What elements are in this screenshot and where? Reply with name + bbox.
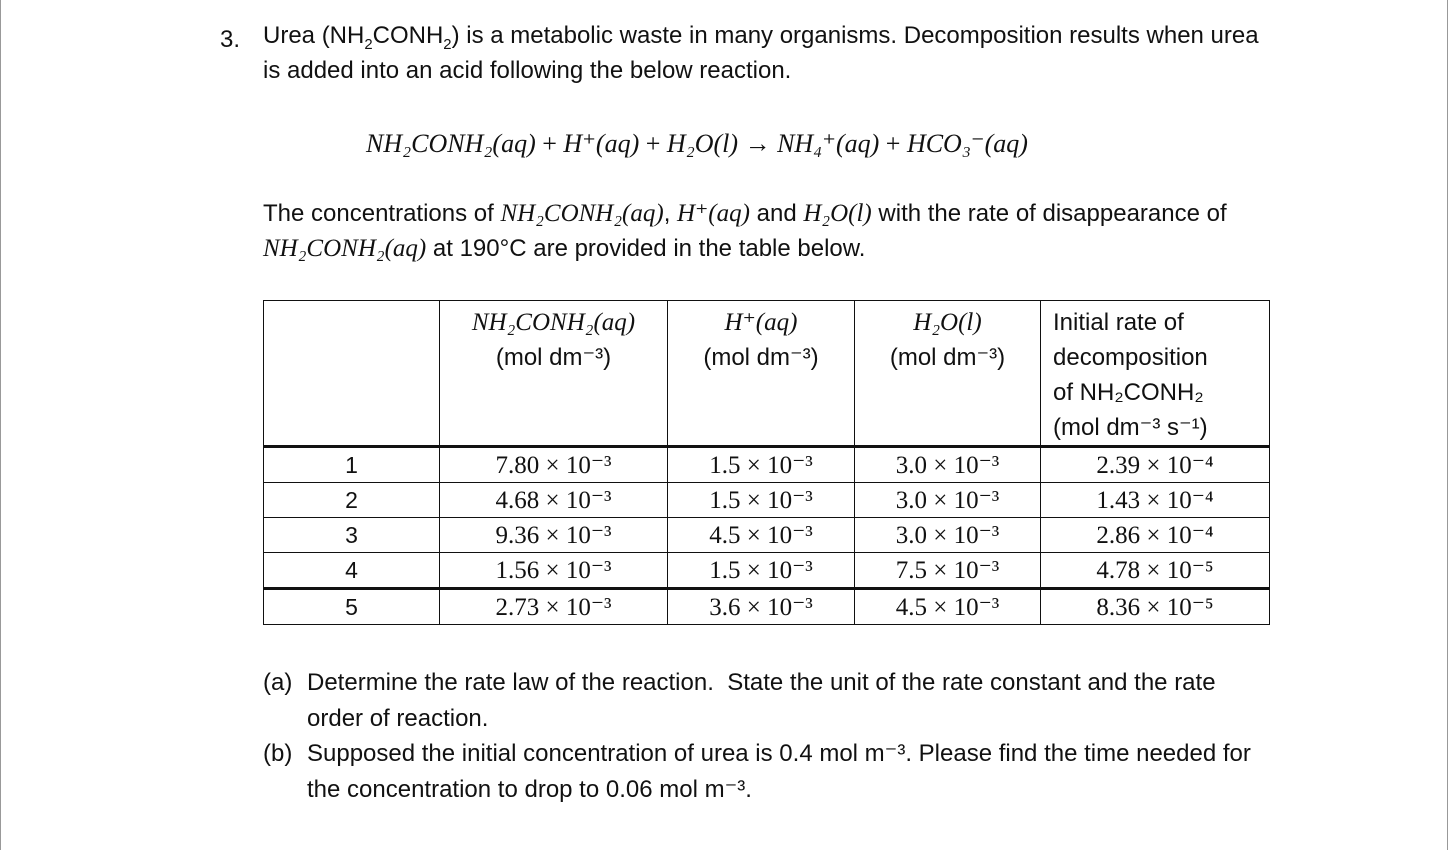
cell-experiment: 2 <box>264 483 440 518</box>
table-row <box>264 589 1270 625</box>
equation-urea: NH₂CONH₂(aq) <box>366 129 536 158</box>
equation-proton: H⁺(aq) <box>563 129 640 158</box>
equation-ammonium: NH₄⁺(aq) <box>777 129 880 158</box>
question-number: 3. <box>220 26 241 53</box>
cell-proton-conc: 1.5 × 10⁻³ <box>668 553 855 589</box>
sub-question-a-text: Determine the rate law of the reaction. State the unit of the rate constant and the rate order of reaction. <box>307 669 1223 732</box>
page-edge-left <box>0 0 1 850</box>
equation-water: H₂O(l) <box>666 129 739 158</box>
cell-proton-conc: 1.5 × 10⁻³ <box>668 447 855 483</box>
header-proton <box>668 301 855 447</box>
question-text-part1: Urea (NH <box>263 22 365 49</box>
cell-urea-conc: 7.80 × 10⁻³ <box>440 447 668 483</box>
header-proton-unit: (mol dm⁻³) <box>703 344 819 371</box>
cell-urea-conc: 9.36 × 10⁻³ <box>440 518 668 553</box>
cell-urea-conc: 1.56 × 10⁻³ <box>440 553 668 589</box>
sub-questions <box>263 665 1263 807</box>
question-text-sub1: 2 <box>364 36 373 53</box>
intro-part1: The concentrations of <box>263 200 501 227</box>
cell-proton-conc: 1.5 × 10⁻³ <box>668 483 855 518</box>
cell-urea-conc: 2.73 × 10⁻³ <box>440 589 668 625</box>
cell-experiment: 4 <box>264 553 440 589</box>
question-text-part2: CONH <box>372 22 444 49</box>
reaction-equation <box>366 126 1028 162</box>
cell-water-conc: 7.5 × 10⁻³ <box>855 553 1041 589</box>
header-water-unit: (mol dm⁻³) <box>889 344 1006 371</box>
question-text-sub2: 2 <box>443 36 452 53</box>
cell-experiment: 5 <box>264 589 440 625</box>
cell-experiment: 1 <box>264 447 440 483</box>
equation-arrow: → <box>738 129 778 158</box>
sub-question-a <box>263 665 1263 736</box>
table-header-row <box>264 301 1270 447</box>
cell-water-conc: 3.0 × 10⁻³ <box>855 483 1041 518</box>
intro-water: H₂O(l) <box>803 200 872 227</box>
cell-experiment: 3 <box>264 518 440 553</box>
cell-initial-rate: 2.86 × 10⁻⁴ <box>1041 518 1270 553</box>
header-urea-unit: (mol dm⁻³) <box>495 344 612 371</box>
equation-plus-3: + <box>879 129 907 158</box>
table-intro-text <box>263 196 1283 266</box>
cell-initial-rate: 2.39 × 10⁻⁴ <box>1041 447 1270 483</box>
table-row <box>264 553 1270 589</box>
cell-water-conc: 3.0 × 10⁻³ <box>855 518 1041 553</box>
cell-initial-rate: 1.43 × 10⁻⁴ <box>1041 483 1270 518</box>
cell-initial-rate: 8.36 × 10⁻⁵ <box>1041 589 1270 625</box>
cell-urea-conc: 4.68 × 10⁻³ <box>440 483 668 518</box>
question-text <box>263 18 1263 88</box>
header-rate-line-3: of NH₂CONH₂ <box>1053 379 1204 406</box>
header-urea-formula: NH₂CONH₂(aq) <box>471 309 636 336</box>
intro-part2: with the rate of disappearance of <box>871 200 1234 227</box>
cell-proton-conc: 3.6 × 10⁻³ <box>668 589 855 625</box>
sub-question-a-label: (a) <box>263 669 293 696</box>
header-urea <box>440 301 668 447</box>
header-rate-line-4: (mol dm⁻³ s⁻¹) <box>1053 414 1208 441</box>
header-water-formula: H₂O(l) <box>913 309 982 336</box>
rate-data-table <box>263 300 1270 625</box>
cell-initial-rate: 4.78 × 10⁻⁵ <box>1041 553 1270 589</box>
header-proton-formula: H⁺(aq) <box>724 309 798 336</box>
intro-comma: , <box>663 200 678 227</box>
sub-question-b-text: Supposed the initial concentration of urea is 0.4 mol m⁻³. Please find the time needed for the concentration to drop to 0.06 mol m⁻³. <box>307 740 1251 803</box>
table-row <box>264 447 1270 483</box>
header-rate-line-1: Initial rate of <box>1053 309 1184 336</box>
header-initial-rate <box>1041 301 1270 447</box>
equation-bicarbonate: HCO₃⁻(aq) <box>906 129 1028 158</box>
intro-proton: H⁺(aq) <box>677 200 750 227</box>
intro-urea-2: NH₂CONH₂(aq) <box>263 235 427 262</box>
header-rate-line-2: decomposition <box>1053 344 1208 371</box>
intro-urea: NH₂CONH₂(aq) <box>500 200 664 227</box>
equation-plus-1: + <box>535 129 564 158</box>
table-row <box>264 483 1270 518</box>
sub-question-b-label: (b) <box>263 740 293 767</box>
equation-plus-2: + <box>639 129 667 158</box>
cell-proton-conc: 4.5 × 10⁻³ <box>668 518 855 553</box>
cell-water-conc: 4.5 × 10⁻³ <box>855 589 1041 625</box>
intro-and: and <box>749 200 804 227</box>
cell-water-conc: 3.0 × 10⁻³ <box>855 447 1041 483</box>
header-experiment <box>264 301 440 447</box>
table-row <box>264 518 1270 553</box>
intro-part3: at 190°C are provided in the table below. <box>426 235 866 262</box>
sub-question-b <box>263 736 1263 807</box>
header-water <box>855 301 1041 447</box>
question-text-part3: ) is a metabolic waste in many organisms. Decomposition results when urea is added into an acid following the below reaction. <box>263 22 1259 84</box>
